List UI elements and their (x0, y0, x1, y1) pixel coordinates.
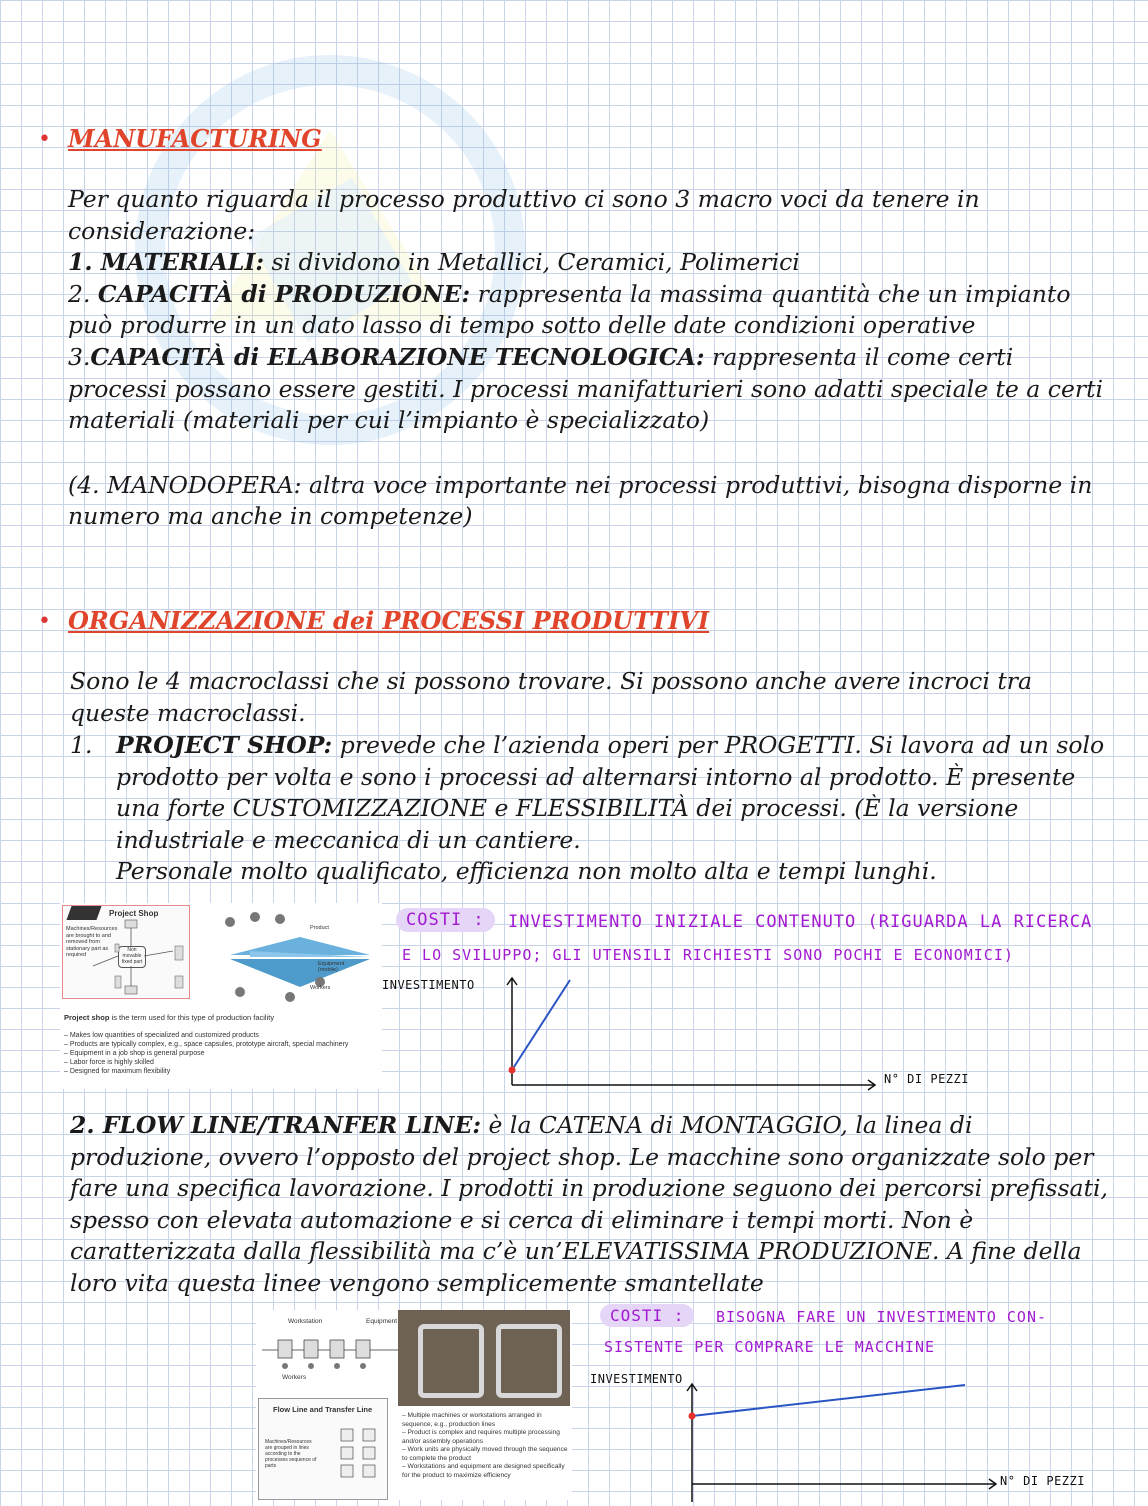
fig1-bullets: – Makes low quantities of specialized and customized products – Products are typically complex, e.g., space capsules, prototype aircraft, special machinery – Equipment in a job shop is general purpose – Labor force is highly skilled – Designed for maximum flexibility (64, 1032, 349, 1075)
car-door-shape (496, 1324, 562, 1398)
project-shop-body: PROJECT SHOP: prevede che l’azienda operi per PROGETTI. Si lavora ad un solo prodotto per volta e sono i processi ad alternarsi intorno al prodotto. È presente una forte CUSTOMIZZAZIONE e FLESSIBILITÀ dei processi. (È la versione industriale e meccanica di un cantiere. Personale molto qualificato, efficienza non molto alta e tempi lunghi. (116, 730, 1106, 888)
flow-line-grid-diagram (339, 1423, 383, 1495)
item-materiali: 1. MATERIALI: si dividono in Metallici, Ceramici, Polimerici (68, 248, 800, 277)
organizzazione-intro: Sono le 4 macroclassi che si possono trovare. Si possono anche avere incroci tra queste macroclassi. (70, 667, 1033, 727)
fig1-connectors (63, 906, 189, 998)
note1-line1: INVESTIMENTO INIZIALE CONTENUTO (RIGUARDA LA RICERCA (508, 912, 1093, 932)
car-door-shape (418, 1324, 484, 1398)
project-shop-diagram (62, 905, 190, 999)
project-shop-note: Personale molto qualificato, efficienza non molto alta e tempi lunghi. (116, 857, 937, 886)
flow-line-box (258, 1398, 388, 1500)
section-title-organizzazione: ORGANIZZAZIONE dei PROCESSI PRODUTTIVI (68, 606, 710, 635)
fig1-product-label: Product (310, 925, 329, 931)
item-capacita-elaborazione: 3.CAPACITÀ di ELABORAZIONE TECNOLOGICA: rappresenta il come certi processi possano essere gestiti. I processi manifatturieri sono adatti speciale te a certi materiali (materiali per cui l’impianto è specializzato) (68, 342, 1104, 435)
costi-label-1: COSTI : (396, 908, 495, 932)
item-capacita-produzione: 2. CAPACITÀ di PRODUZIONE: rappresenta la massima quantità che un impianto può produrre in un dato lasso di tempo sotto delle date condizioni operative (68, 279, 1071, 340)
flow-line-body: 2. FLOW LINE/TRANFER LINE: è la CATENA di MONTAGGIO, la linea di produzione, ovvero l’opposto del project shop. Le macchine sono organizzate solo per fare una specifica lavorazione. I prodotti in produzione seguono dei percorsi prefissati, spesso con elevata automazione e si cerca di eliminare i tempi morti. Non è caratterizzata dalla flessibilità ma c’è un’ELEVATISSIMA PRODUZIONE. A fine della loro vita questa linee vengono semplicemente smantellate (70, 1111, 1108, 1297)
manufacturing-intro: Per quanto riguarda il processo produttivo ci sono 3 macro voci da tenere in considerazione: (68, 185, 980, 245)
costi-label-2: COSTI : (600, 1304, 694, 1327)
chart1-xlabel: N° DI PEZZI (884, 1072, 969, 1086)
manufacturing-body (68, 184, 1108, 533)
fig2-workers-label: Workers (282, 1374, 307, 1381)
fig2-workstation-label: Workstation (288, 1318, 323, 1325)
note2-line1: BISOGNA FARE UN INVESTIMENTO CON- (716, 1308, 1048, 1326)
fig1-equipment-label: Equipment (mobile) (318, 961, 345, 973)
fig1-caption: Project shop is the term used for this type of production facility (64, 1013, 275, 1022)
note2-line2: SISTENTE PER COMPRARE LE MACCHINE (604, 1338, 936, 1356)
fig2-equipment-label: Equipment (366, 1318, 398, 1325)
bullet-icon: • (38, 609, 51, 634)
fig2-box-text: Machines/Resources are grouped in lines according to the processes sequence of parts (265, 1439, 317, 1469)
fig1-center-part: Non movable fixed part (118, 946, 146, 968)
chart2-ylabel: INVESTIMENTO (590, 1372, 683, 1386)
flow-line-diagram (258, 1326, 398, 1388)
aircraft-illustration (210, 907, 380, 1007)
bullet-icon: • (38, 127, 51, 152)
flow-line-figure (256, 1310, 572, 1500)
fig1-title: Project Shop (109, 909, 159, 918)
list-number-1: 1. (70, 731, 93, 759)
chart2-xlabel: N° DI PEZZI (1000, 1474, 1085, 1488)
item-manodopera: (4. MANODOPERA: altra voce importante nei processi produttivi, bisogna disporne in numero ma anche in competenze) (68, 470, 1093, 531)
note1-line2: E LO SVILUPPO; GLI UTENSILI RICHIESTI SONO POCHI E ECONOMICI) (402, 946, 1014, 964)
fig2-title: Flow Line and Transfer Line (273, 1405, 373, 1414)
project-shop-figure (60, 903, 382, 1089)
fig1-box-text: Machines/Resources are brought to and removed from stationary part as required (66, 926, 118, 958)
car-doors-photo (398, 1310, 570, 1406)
fig1-workers-label: Workers (310, 985, 331, 991)
section-title-manufacturing: MANUFACTURING (68, 124, 322, 153)
chart2-investment-sketch (660, 1378, 1000, 1504)
chart1-ylabel: INVESTIMENTO (382, 978, 475, 992)
fig2-bullets: – Multiple machines or workstations arranged in sequence, e.g., production lines – Product is complex and requires multiple processing and/or assembly operations – Work units are physically moved through the sequence to complete the product – Workstations and equipment are designed specifically for the product to maximize efficiency (402, 1412, 568, 1479)
chart1-investment-sketch (470, 970, 890, 1095)
